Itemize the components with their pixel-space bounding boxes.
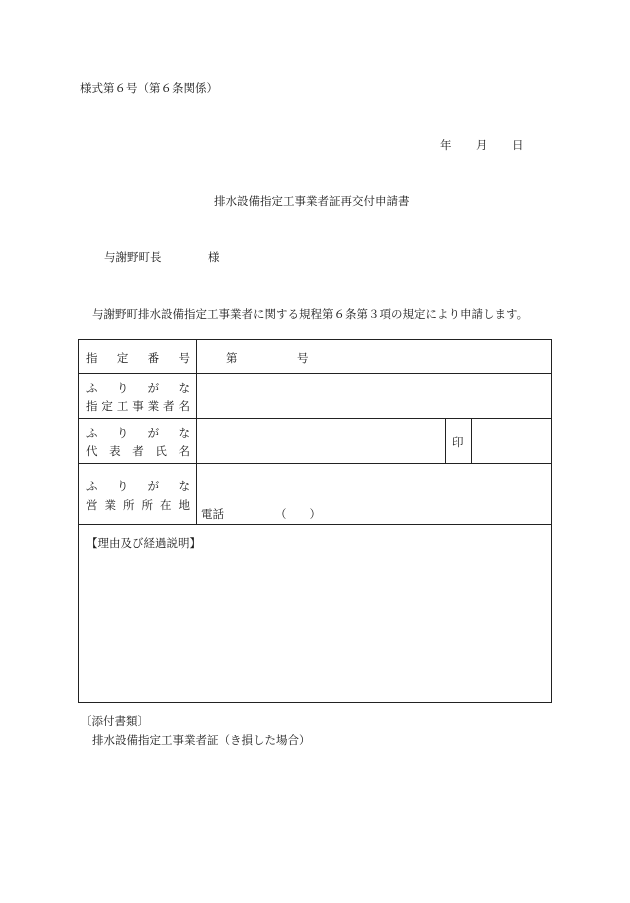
- representative-furigana-label: ふ り が な: [86, 426, 190, 440]
- designation-number-prefix: 第: [226, 351, 238, 365]
- company-name-furigana-label: ふ り が な: [86, 381, 190, 395]
- representative-name-label: 代 表 者 氏 名: [86, 444, 190, 458]
- attachments-heading: 〔添付書類〕: [80, 714, 149, 728]
- office-address-furigana-label: ふ り が な: [86, 479, 190, 493]
- representative-name-field[interactable]: [199, 421, 442, 461]
- addressee-honorific: 様: [208, 250, 220, 264]
- designation-number-field[interactable]: [244, 344, 294, 368]
- form-number: 様式第６号（第６条関係）: [80, 81, 218, 95]
- office-address-label: 営 業 所 所 在 地: [86, 498, 190, 512]
- company-name-label: 指 定 工 事 業 者 名: [86, 399, 190, 413]
- label-column-divider: [196, 340, 197, 524]
- phone-label: 電話: [201, 507, 224, 521]
- designation-number-label: 指 定 番 号: [86, 351, 190, 365]
- designation-number-suffix: 号: [297, 351, 309, 365]
- row-divider: [79, 418, 551, 419]
- date-year: 年: [440, 138, 452, 152]
- date-day: 日: [512, 138, 524, 152]
- reason-field[interactable]: [86, 554, 546, 698]
- date-month: 月: [476, 138, 488, 152]
- row-divider: [79, 524, 551, 525]
- reason-label: 【理由及び経過説明】: [86, 536, 201, 550]
- seal-mark: 印: [452, 435, 464, 449]
- seal-divider-right: [471, 418, 472, 463]
- intro-statement: 与謝野町排水設備指定工事業者に関する規程第６条第３項の規定により申請します。: [92, 307, 529, 321]
- document-title: 排水設備指定工事業者証再交付申請書: [214, 194, 410, 208]
- row-divider: [79, 463, 551, 464]
- phone-area-code[interactable]: （ ）: [275, 507, 321, 521]
- seal-divider-left: [445, 418, 446, 463]
- office-address-field[interactable]: [199, 466, 549, 496]
- company-name-field[interactable]: [199, 376, 549, 416]
- application-form-table: [78, 339, 552, 703]
- row-divider: [79, 373, 551, 374]
- attachment-item: 排水設備指定工事業者証（き損した場合）: [92, 733, 311, 747]
- addressee: 与謝野町長: [104, 250, 162, 264]
